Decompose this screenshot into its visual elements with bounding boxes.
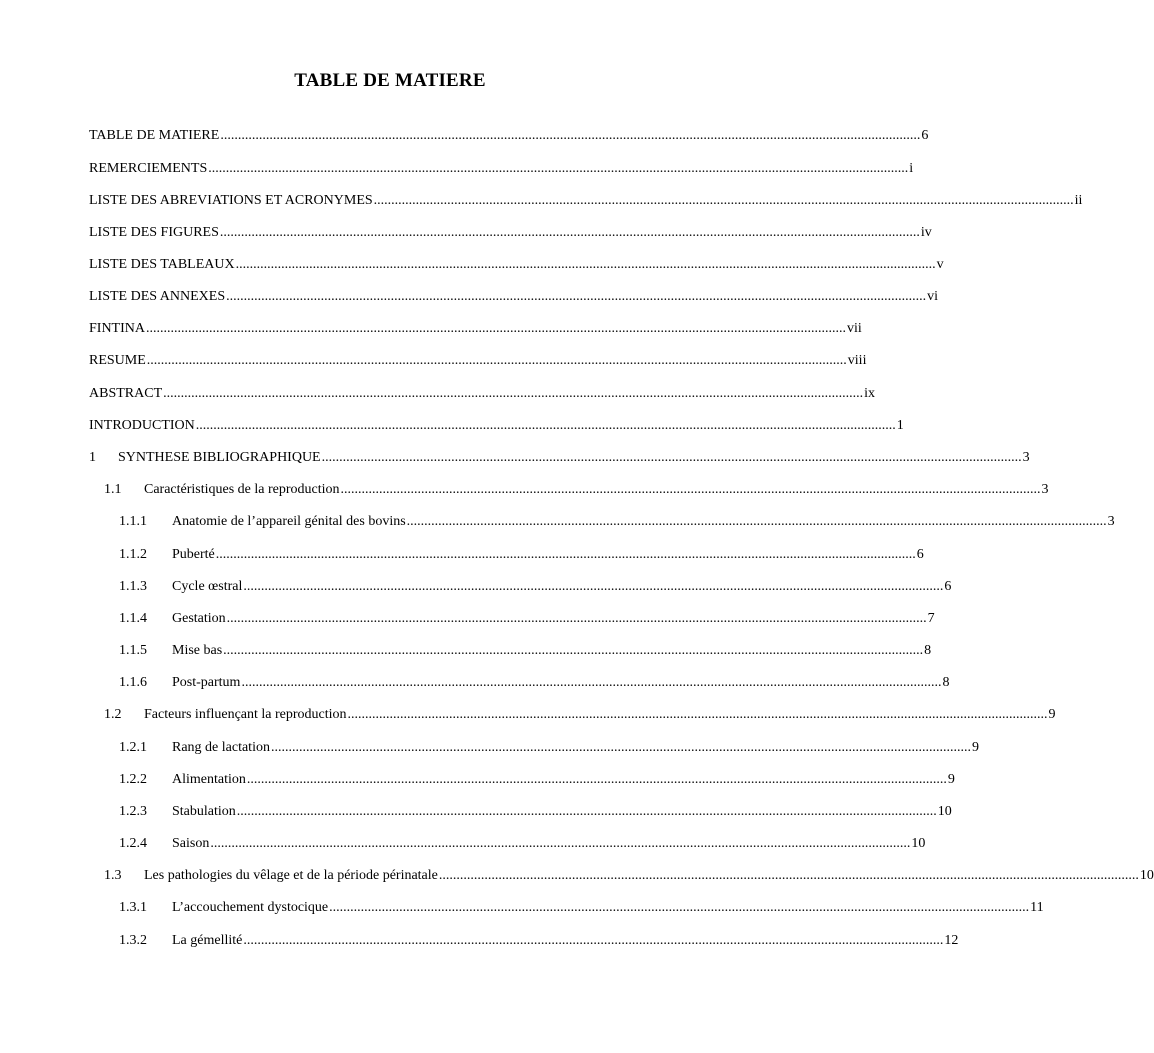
toc-entry-label: LISTE DES FIGURES	[89, 225, 219, 240]
toc-entry-page: 6	[916, 547, 924, 562]
toc-entry-label: LISTE DES ABREVIATIONS ET ACRONYMES	[89, 193, 373, 208]
toc-entry-label: LISTE DES TABLEAUX	[89, 257, 235, 272]
dot-leader: ........................................................................................................................................................................................................	[321, 450, 1022, 465]
toc-entry[interactable]	[119, 512, 1115, 532]
toc-entry-page: ii	[1074, 193, 1083, 208]
toc-entry-number: 1.2.1	[119, 740, 147, 755]
toc-entry-number: 1.2	[104, 707, 122, 722]
toc-entry-page: iv	[920, 225, 932, 240]
toc-entry-label: Cycle œstral	[172, 579, 243, 594]
toc-entry-label: Puberté	[172, 547, 215, 562]
toc-entry-number: 1.1.3	[119, 579, 147, 594]
toc-entry-number: 1.1.5	[119, 643, 147, 658]
dot-leader: ........................................................................................................................................................................................................	[226, 289, 927, 304]
toc-entry-page: 3	[1022, 450, 1030, 465]
toc-entry-label: Anatomie de l’appareil génital des bovins	[172, 514, 406, 529]
toc-entry-label: Mise bas	[172, 643, 223, 658]
toc-entry-label: Rang de lactation	[172, 740, 270, 755]
toc-entry-number: 1.2.4	[119, 836, 147, 851]
toc-entry[interactable]	[89, 416, 904, 436]
toc-entry[interactable]	[89, 126, 929, 146]
dot-leader: ........................................................................................................................................................................................................	[146, 321, 846, 336]
dot-leader: ........................................................................................................................................................................................................	[347, 707, 1048, 722]
dot-leader: ........................................................................................................................................................................................................	[208, 161, 909, 176]
toc-entry-page: 10	[911, 836, 926, 851]
toc-entry-page: 9	[947, 772, 955, 787]
toc-entry[interactable]	[119, 545, 924, 565]
toc-entry-page: 6	[921, 128, 929, 143]
toc-entry[interactable]	[89, 159, 914, 179]
toc-entry-page: 8	[924, 643, 932, 658]
toc-entry-label: ABSTRACT	[89, 386, 163, 401]
toc-entry-page: vii	[847, 321, 862, 336]
toc-entry-label: FINTINA	[89, 321, 145, 336]
toc-entry-page: vi	[927, 289, 939, 304]
toc-entry[interactable]	[104, 480, 1049, 500]
toc-entry-page: i	[909, 161, 914, 176]
toc-entry-label: LISTE DES ANNEXES	[89, 289, 226, 304]
toc-entry[interactable]	[119, 770, 955, 790]
toc-entry-label: SYNTHESE BIBLIOGRAPHIQUE	[118, 450, 321, 465]
dot-leader: ........................................................................................................................................................................................................	[373, 193, 1074, 208]
toc-entry-label: REMERCIEMENTS	[89, 161, 208, 176]
dot-leader: ........................................................................................................................................................................................................	[226, 611, 927, 626]
toc-entry-page: 10	[937, 804, 952, 819]
toc-entry[interactable]	[89, 384, 876, 404]
toc-entry-number: 1.3	[104, 868, 122, 883]
toc-entry-label: La gémellité	[172, 933, 243, 948]
toc-entry-number: 1.3.2	[119, 933, 147, 948]
toc-entry[interactable]	[89, 255, 944, 275]
dot-leader: ........................................................................................................................................................................................................	[220, 128, 921, 143]
toc-entry[interactable]	[119, 673, 950, 693]
toc-entry-page: 6	[944, 579, 952, 594]
toc-entry-page: 8	[942, 675, 950, 690]
toc-entry[interactable]	[119, 931, 959, 951]
toc-entry-number: 1.2.3	[119, 804, 147, 819]
dot-leader: ........................................................................................................................................................................................................	[241, 675, 942, 690]
toc-entry-label: Saison	[172, 836, 210, 851]
toc-entry-number: 1.1	[104, 482, 122, 497]
dot-leader: ........................................................................................................................................................................................................	[236, 804, 937, 819]
toc-entry[interactable]	[119, 577, 952, 597]
toc-entry-number: 1.1.4	[119, 611, 147, 626]
toc-entry-page: 9	[971, 740, 979, 755]
toc-entry-page: 7	[927, 611, 935, 626]
dot-leader: ........................................................................................................................................................................................................	[246, 772, 947, 787]
dot-leader: ........................................................................................................................................................................................................	[195, 418, 896, 433]
toc-entry-page: 1	[896, 418, 904, 433]
toc-entry[interactable]	[89, 191, 1083, 211]
dot-leader: ........................................................................................................................................................................................................	[329, 900, 1030, 915]
dot-leader: ........................................................................................................................................................................................................	[243, 933, 944, 948]
toc-entry[interactable]	[119, 641, 932, 661]
toc-entry[interactable]	[89, 287, 939, 307]
dot-leader: ........................................................................................................................................................................................................	[210, 836, 911, 851]
dot-leader: ........................................................................................................................................................................................................	[163, 386, 864, 401]
toc-entry-page: ix	[864, 386, 876, 401]
toc-entry[interactable]	[89, 319, 862, 339]
dot-leader: ........................................................................................................................................................................................................	[235, 257, 936, 272]
toc-entry-label: INTRODUCTION	[89, 418, 195, 433]
toc-entry-label: Les pathologies du vêlage et de la période périnatale	[144, 868, 438, 883]
toc-entry-number: 1.1.1	[119, 514, 147, 529]
toc-entry-label: L’accouchement dystocique	[172, 900, 329, 915]
toc-entry-number: 1.2.2	[119, 772, 147, 787]
page-title: TABLE DE MATIERE	[294, 70, 486, 91]
toc-entry[interactable]	[119, 609, 935, 629]
toc-entry-label: Gestation	[172, 611, 226, 626]
toc-entry-page: 12	[944, 933, 959, 948]
toc-entry-label: RESUME	[89, 353, 146, 368]
dot-leader: ........................................................................................................................................................................................................	[146, 353, 847, 368]
toc-entry-label: Caractéristiques de la reproduction	[144, 482, 340, 497]
dot-leader: ........................................................................................................................................................................................................	[223, 643, 924, 658]
dot-leader: ........................................................................................................................................................................................................	[243, 579, 944, 594]
toc-entry[interactable]	[89, 223, 932, 243]
toc-entry-label: Stabulation	[172, 804, 236, 819]
toc-entry-label: Post-partum	[172, 675, 241, 690]
toc-entry[interactable]	[104, 866, 1154, 886]
toc-entry-page: 11	[1030, 900, 1044, 915]
toc-entry-page: 9	[1048, 707, 1056, 722]
dot-leader: ........................................................................................................................................................................................................	[215, 547, 916, 562]
toc-entry[interactable]	[104, 705, 1056, 725]
toc-entry-label: Facteurs influençant la reproduction	[144, 707, 347, 722]
toc-entry-page: 3	[1041, 482, 1049, 497]
toc-entry-number: 1	[89, 450, 96, 465]
dot-leader: ........................................................................................................................................................................................................	[270, 740, 971, 755]
toc-entry-number: 1.3.1	[119, 900, 147, 915]
toc-entry-number: 1.1.6	[119, 675, 147, 690]
toc-entry-page: viii	[847, 353, 867, 368]
toc-entry[interactable]	[119, 802, 952, 822]
toc-entry-number: 1.1.2	[119, 547, 147, 562]
dot-leader: ........................................................................................................................................................................................................	[438, 868, 1139, 883]
toc-entry-page: v	[936, 257, 944, 272]
toc-entry-label: Alimentation	[172, 772, 246, 787]
dot-leader: ........................................................................................................................................................................................................	[340, 482, 1041, 497]
toc-entry-page: 3	[1107, 514, 1115, 529]
toc-entry[interactable]	[89, 351, 867, 371]
toc-entry[interactable]	[119, 898, 1044, 918]
toc-entry-page: 10	[1139, 868, 1154, 883]
dot-leader: ........................................................................................................................................................................................................	[406, 514, 1107, 529]
toc-entry[interactable]	[89, 448, 1030, 468]
toc-entry[interactable]	[119, 738, 979, 758]
toc-entry[interactable]	[119, 834, 926, 854]
toc-entry-label: TABLE DE MATIERE	[89, 128, 220, 143]
dot-leader: ........................................................................................................................................................................................................	[219, 225, 920, 240]
